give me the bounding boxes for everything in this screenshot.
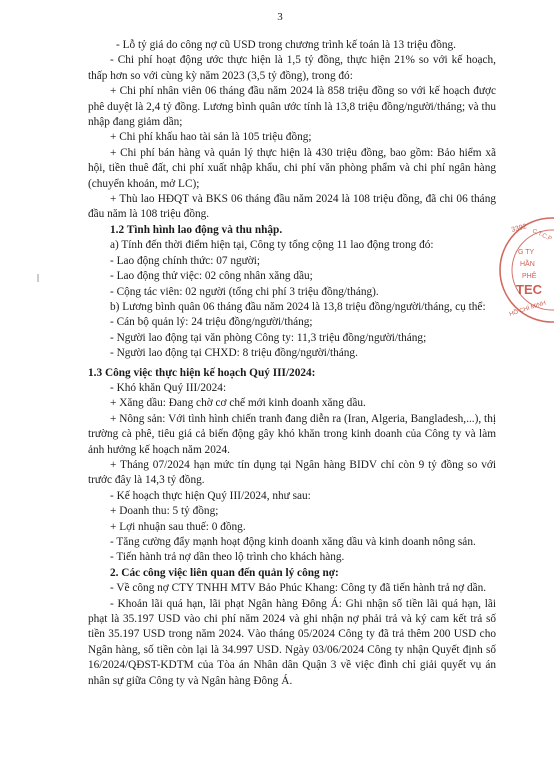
paragraph: + Xăng dầu: Đang chờ cơ chế mới kinh doanh xăng dầu. — [110, 397, 366, 410]
svg-text:HẦN: HẦN — [520, 261, 535, 268]
page-number: 3 — [277, 11, 283, 23]
paragraph: - Cán bộ quản lý: 24 triệu đồng/người/tháng; — [110, 316, 313, 329]
document-body — [88, 38, 496, 689]
paragraph: - Về công nợ CTY TNHH MTV Bảo Phúc Khang: Công ty đã tiến hành trả nợ dần. — [110, 582, 487, 595]
paragraph: + Tháng 07/2024 hạn mức tín dụng tại Ngân hàng BIDV chỉ còn 9 tỷ đồng so với trước đây là 14,3 tỷ đồng. — [88, 458, 496, 487]
paragraph: - Lao động thử việc: 02 công nhân xăng dầu; — [110, 270, 313, 283]
paragraph: - Tiến hành trả nợ dần theo lộ trình cho khách hàng. — [110, 551, 345, 564]
section-heading: 2. Các công việc liên quan đến quản lý công nợ: — [110, 566, 339, 579]
svg-text:G TY: G TY — [518, 249, 535, 256]
paragraph: - Tăng cường đẩy mạnh hoạt động kinh doanh xăng dầu và kinh doanh nông sản. — [110, 536, 476, 548]
svg-text:3392: 3392 — [510, 223, 528, 234]
section-heading: 1.3 Công việc thực hiện kế hoạch Quý III/2024: — [88, 366, 316, 379]
paragraph: a) Tính đến thời điểm hiện tại, Công ty tổng cộng 11 lao động trong đó: — [110, 239, 434, 252]
paragraph: + Doanh thu: 5 tỷ đồng; — [110, 505, 219, 518]
paragraph: - Người lao động tại CHXD: 8 triệu đồng/người/tháng. — [110, 347, 358, 360]
svg-text:TEC: TEC — [516, 282, 542, 297]
seal-icon — [494, 210, 554, 330]
company-seal-stamp — [494, 210, 554, 330]
paragraph: - Kế hoạch thực hiện Quý III/2024, như sau: — [110, 489, 311, 502]
paragraph: - Cộng tác viên: 02 người (tổng chi phí 3 triệu đồng/tháng). — [110, 285, 379, 298]
paragraph: + Chi phí bán hàng và quản lý thực hiện là 430 triệu đồng, bao gồm: Bảo hiểm xã hội, tiền thuê đất, chi phí xuất nhập khẩu, chi phí văn phòng phẩm và chi phí ngân hàng (chuyển khoản, mở LC); — [88, 146, 496, 190]
paragraph: - Chi phí hoạt động ước thực hiện là 1,5 tỷ đồng, thực hiện 21% so với kế hoạch, thấp hơn so với cùng kỳ năm 2023 (3,5 tỷ đồng), trong đó: — [88, 54, 496, 82]
paragraph: + Chi phí nhân viên 06 tháng đầu năm 2024 là 858 triệu đồng so với kế hoạch được phê duyệt là 2,4 tỷ đồng. Lương bình quân ước tính là 13,8 triệu đồng/người/tháng; và thu nhập đang giảm dần; — [88, 85, 496, 129]
paragraph: b) Lương bình quân 06 tháng đầu năm 2024 là 13,8 triệu đồng/người/tháng, cụ thể: — [110, 300, 486, 313]
paragraph: + Chi phí khấu hao tài sản là 105 triệu đồng; — [110, 131, 312, 144]
paragraph: + Nông sản: Với tình hình chiến tranh đang diễn ra (Iran, Algeria, Bangladesh,...), thị trường cà phê, tiêu giá cả biến động gây khó khăn trong kinh doanh của Công ty và làm ảnh hưởng kế hoạch năm 2024. — [88, 412, 496, 456]
paragraph: - Khoản lãi quá hạn, lãi phạt Ngân hàng Đông Á: Ghi nhận số tiền lãi quá hạn, lãi phạt là 35.197 USD vào chi phí năm 2024 và ghi nhận nợ phải trả và ký cam kết trả số tiền 35.197 USD trong năm 2024. Vào tháng 05/2024 Công ty đã trả thêm 200 USD cho Ngân hàng, số tiền còn lại là 34.997 USD. Ngày 03/06/2024 Công ty nhận Quyết định số 16/2024/QĐST-KDTM của Tòa án Nhân dân Quận 3 về việc đình chỉ giải quyết vụ án nhân sự giữa Công ty và Ngân hàng Đông Á. — [88, 597, 496, 687]
svg-text:HỒ CHÍ MINH: HỒ CHÍ MINH — [508, 300, 547, 318]
section-heading: 1.2 Tình hình lao động và thu nhập. — [110, 223, 283, 236]
paragraph: + Lợi nhuận sau thuế: 0 đồng. — [110, 520, 246, 533]
paragraph: + Thù lao HĐQT và BKS 06 tháng đầu năm 2024 là 108 triệu đồng, đã chi 06 tháng đầu năm là 108 triệu đồng. — [88, 193, 496, 221]
paragraph: - Khó khăn Quý III/2024: — [110, 381, 227, 394]
paragraph: - Người lao động tại văn phòng Công ty: 11,3 triệu đồng/người/tháng; — [110, 331, 427, 344]
svg-text:C.T.C.P: C.T.C.P — [531, 228, 553, 243]
paragraph: - Lao động chính thức: 07 người; — [110, 254, 260, 267]
svg-text:PHÊ: PHÊ — [522, 273, 537, 280]
scan-speck — [36, 274, 40, 282]
paragraph: - Lỗ tỷ giá do công nợ cũ USD trong chương trình kế toán là 13 triệu đồng. — [116, 39, 456, 51]
